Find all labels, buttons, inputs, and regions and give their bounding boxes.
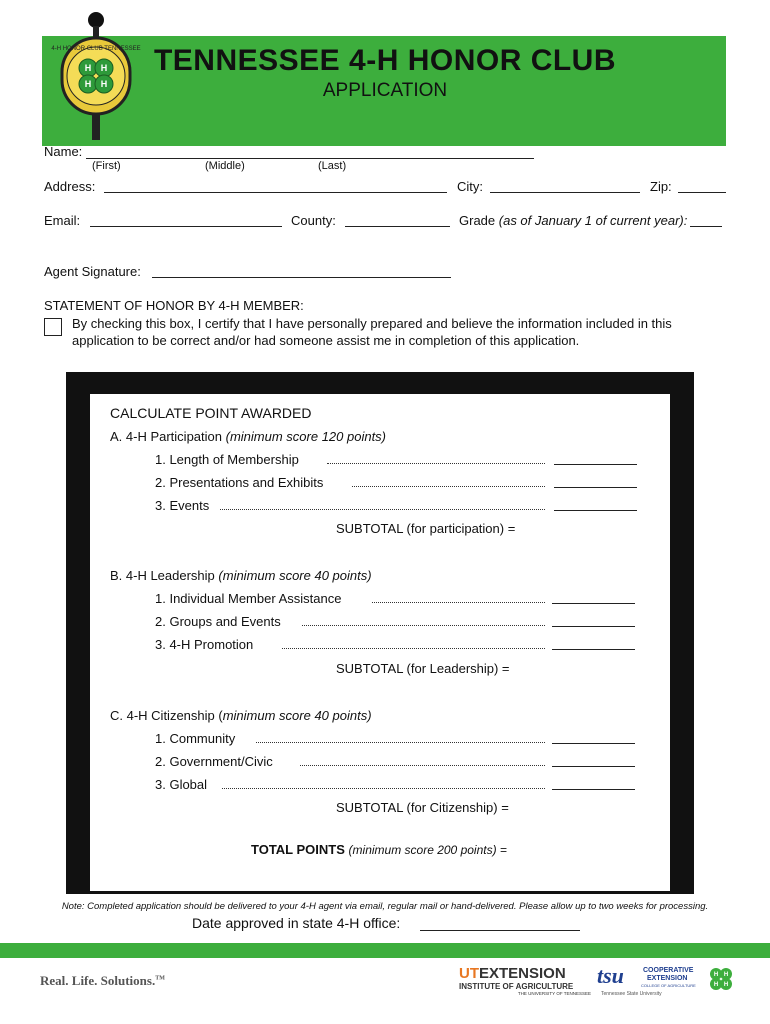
- name-middle-caption: (Middle): [205, 160, 245, 172]
- svg-text:H: H: [100, 79, 108, 89]
- zip-field[interactable]: [678, 192, 726, 193]
- page-subtitle: APPLICATION: [322, 80, 448, 101]
- total-points-note: (minimum score 200 points) =: [348, 843, 507, 857]
- leader-dots: [220, 509, 545, 510]
- grade-label-text: Grade: [459, 213, 496, 228]
- name-field[interactable]: [86, 158, 534, 159]
- tsu-extension-logo: [597, 965, 699, 1001]
- a-item-1: 1. Length of Membership: [155, 452, 299, 467]
- section-c-label: C. 4-H Citizenship (: [110, 708, 223, 723]
- svg-text:H: H: [84, 79, 92, 89]
- svg-text:H: H: [100, 63, 108, 73]
- county-field[interactable]: [345, 226, 450, 227]
- footer-band: [0, 943, 770, 958]
- email-label: Email:: [44, 213, 81, 228]
- points-heading: CALCULATE POINT AWARDED: [110, 405, 312, 421]
- leader-dots: [256, 742, 545, 743]
- tsu-university: Tennessee State University: [601, 991, 662, 997]
- statement-checkbox[interactable]: [44, 318, 62, 336]
- b-item-3: 3. 4-H Promotion: [155, 637, 254, 652]
- leader-dots: [372, 602, 545, 603]
- section-c-heading: [110, 708, 372, 723]
- svg-text:H: H: [713, 972, 719, 978]
- grade-field[interactable]: [690, 226, 722, 227]
- b-item-1: 1. Individual Member Assistance: [155, 591, 342, 606]
- ut-extension-logo: [459, 966, 591, 996]
- leader-dots: [300, 765, 545, 766]
- statement-line-1: By checking this box, I certify that I have personally prepared and believe the information included in this: [72, 316, 672, 331]
- agent-signature-label: Agent Signature:: [44, 264, 141, 279]
- svg-text:H: H: [713, 982, 719, 988]
- tsu-college: COLLEGE OF AGRICULTURE: [641, 983, 696, 988]
- page-title: TENNESSEE 4-H HONOR CLUB: [153, 44, 617, 77]
- a-subtotal: SUBTOTAL (for participation) =: [336, 521, 516, 536]
- leader-dots: [222, 788, 545, 789]
- section-b-label: B. 4-H Leadership: [110, 568, 215, 583]
- city-label: City:: [457, 179, 483, 194]
- emblem-text: 4-H HONOR CLUB TENNESSEE: [51, 46, 141, 52]
- address-label: Address:: [44, 179, 96, 194]
- leader-dots: [282, 648, 545, 649]
- c-item-3: 3. Global: [155, 777, 208, 792]
- date-approved-field[interactable]: [420, 930, 580, 931]
- agent-signature-field[interactable]: [152, 277, 451, 278]
- a-item-3-field[interactable]: [554, 510, 637, 511]
- c-item-3-field[interactable]: [552, 789, 635, 790]
- slogan-tm: TM: [155, 975, 165, 982]
- ut-extension-text: EXTENSION: [479, 965, 566, 982]
- svg-text:H: H: [723, 982, 729, 988]
- total-points: [251, 842, 507, 857]
- city-field[interactable]: [490, 192, 640, 193]
- tsu-wordmark: tsu: [597, 963, 624, 988]
- name-first-caption: (First): [92, 160, 121, 172]
- leader-dots: [327, 463, 545, 464]
- zip-label: Zip:: [650, 179, 672, 194]
- statement-line-2: application to be correct and/or had someone assist me in completion of this application.: [72, 333, 580, 348]
- tsu-coop-1: COOPERATIVE: [643, 967, 694, 974]
- section-b-heading: [110, 568, 372, 583]
- leader-dots: [352, 486, 545, 487]
- c-item-2: 2. Government/Civic: [155, 754, 273, 769]
- a-item-2-field[interactable]: [554, 487, 637, 488]
- clover-icon: [706, 964, 736, 994]
- total-points-label: TOTAL POINTS: [251, 842, 345, 857]
- a-item-1-field[interactable]: [554, 464, 637, 465]
- ut-university: THE UNIVERSITY OF TENNESSEE: [517, 991, 591, 996]
- leader-dots: [302, 625, 545, 626]
- b-subtotal: SUBTOTAL (for Leadership) =: [336, 661, 510, 676]
- grade-label: [459, 213, 687, 228]
- tsu-coop-2: EXTENSION: [647, 975, 688, 982]
- date-approved-label: Date approved in state 4-H office:: [192, 915, 401, 931]
- section-a-heading: [110, 429, 386, 444]
- svg-text:H: H: [723, 972, 729, 978]
- email-field[interactable]: [90, 226, 282, 227]
- section-b-note: (minimum score 40 points): [218, 568, 372, 583]
- b-item-1-field[interactable]: [552, 603, 635, 604]
- section-a-label: A. 4-H Participation: [110, 429, 222, 444]
- b-item-2-field[interactable]: [552, 626, 635, 627]
- processing-note: Note: Completed application should be delivered to your 4-H agent via email, regular mail or hand-delivered. Please allow up to two weeks for processing.: [61, 901, 709, 912]
- ut-prefix: UT: [459, 965, 479, 982]
- a-item-3: 3. Events: [155, 498, 210, 513]
- county-label: County:: [291, 213, 336, 228]
- statement-heading: STATEMENT OF HONOR BY 4-H MEMBER:: [44, 298, 304, 313]
- slogan: [40, 973, 165, 989]
- a-item-2: 2. Presentations and Exhibits: [155, 475, 324, 490]
- c-item-2-field[interactable]: [552, 766, 635, 767]
- slogan-text: Real. Life. Solutions.: [40, 973, 156, 988]
- b-item-2: 2. Groups and Events: [155, 614, 281, 629]
- ut-institute: INSTITUTE OF AGRICULTURE: [459, 982, 574, 991]
- section-a-note: (minimum score 120 points): [225, 429, 387, 444]
- svg-text:H: H: [84, 63, 92, 73]
- name-label: Name:: [44, 144, 83, 159]
- grade-note: (as of January 1 of current year):: [498, 213, 688, 228]
- address-field[interactable]: [104, 192, 447, 193]
- section-c-note: minimum score 40 points): [222, 708, 372, 723]
- c-item-1-field[interactable]: [552, 743, 635, 744]
- c-subtotal: SUBTOTAL (for Citizenship) =: [336, 800, 509, 815]
- b-item-3-field[interactable]: [552, 649, 635, 650]
- c-item-1: 1. Community: [155, 731, 236, 746]
- name-last-caption: (Last): [318, 160, 347, 172]
